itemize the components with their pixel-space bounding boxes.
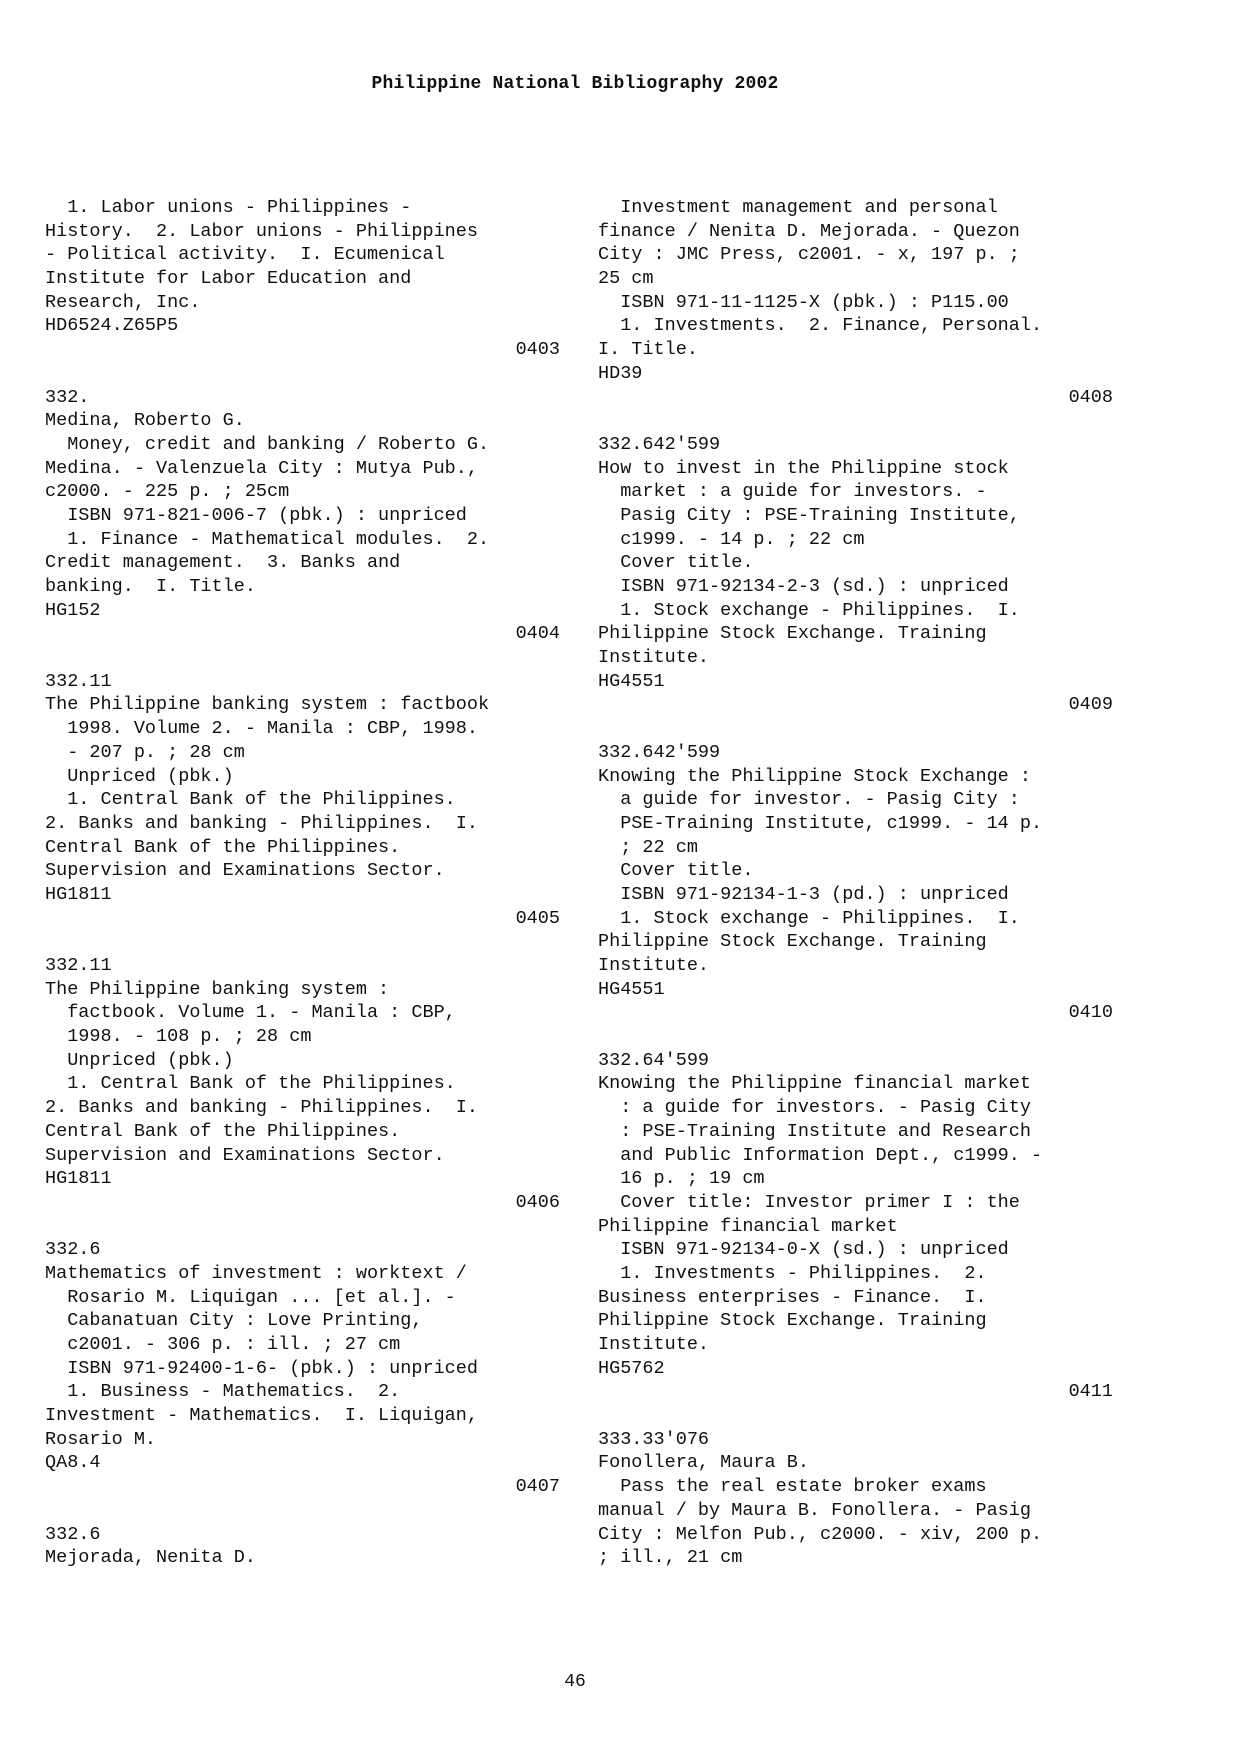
entry-line: HG1811 bbox=[45, 883, 112, 905]
entry-line: HG5762 bbox=[598, 1357, 665, 1379]
entry-line: I. Title. bbox=[598, 339, 698, 361]
entry-line: Knowing the Philippine financial market bbox=[598, 1073, 1031, 1095]
entry-line: - 207 p. ; 28 cm bbox=[45, 741, 245, 763]
entry-line: Money, credit and banking / Roberto G. bbox=[45, 433, 490, 455]
entry-line: HD6524.Z65P5 bbox=[45, 315, 179, 337]
entry-line: c2001. - 306 p. : ill. ; 27 cm bbox=[45, 1334, 401, 1355]
entry-line: Pass the real estate broker exams bbox=[598, 1476, 987, 1498]
entry-line: 332.11 bbox=[45, 670, 112, 692]
entry-line: Philippine Stock Exchange. Training bbox=[598, 623, 987, 645]
entry-line: Fonollera, Maura B. bbox=[598, 1452, 809, 1474]
entry-line: Mathematics of investment : worktext / bbox=[45, 1262, 467, 1284]
entry-line: banking. I. Title. bbox=[45, 576, 256, 597]
entry-line: Philippine Stock Exchange. Training bbox=[598, 931, 987, 953]
entry-line: Central Bank of the Philippines. bbox=[45, 1120, 401, 1142]
entry-spacer bbox=[45, 362, 560, 386]
entry-line: Business enterprises - Finance. I. bbox=[598, 1286, 987, 1308]
entry-line: Unpriced (pbk.) bbox=[45, 1049, 234, 1071]
bibliography-entry bbox=[598, 1049, 1113, 1428]
entry-line: QA8.4 bbox=[45, 1452, 101, 1474]
entry-line: 332.11 bbox=[45, 955, 112, 976]
bibliography-entry bbox=[598, 196, 1113, 433]
entry-line: Research, Inc. bbox=[45, 291, 201, 313]
entry-spacer bbox=[45, 1215, 560, 1239]
entry-spacer bbox=[598, 717, 1113, 741]
bibliography-entry bbox=[45, 196, 560, 386]
entry-line: Supervision and Examinations Sector. bbox=[45, 860, 445, 882]
entry-line: HG4551 bbox=[598, 978, 665, 1000]
entry-number: 0405 bbox=[515, 907, 560, 929]
entry-line: 1. Business - Mathematics. 2. bbox=[45, 1381, 401, 1403]
entry-line: finance / Nenita D. Mejorada. - Quezon bbox=[598, 220, 1020, 242]
entry-line: The Philippine banking system : factbook bbox=[45, 694, 490, 716]
page-title: Philippine National Bibliography 2002 bbox=[371, 74, 779, 94]
entry-number: 0409 bbox=[1068, 694, 1113, 716]
entry-line: Investment - Mathematics. I. Liquigan, bbox=[45, 1405, 478, 1427]
entry-line: ISBN 971-92134-1-3 (pd.) : unpriced bbox=[598, 883, 1009, 905]
entry-line: HG1811 bbox=[45, 1168, 112, 1190]
bibliography-entry bbox=[45, 954, 560, 1238]
entry-line: 1. Finance - Mathematical modules. 2. bbox=[45, 528, 490, 550]
entry-line: ; 22 cm bbox=[598, 836, 698, 858]
entry-line: ISBN 971-821-006-7 (pbk.) : unpriced bbox=[45, 504, 467, 526]
entry-number: 0406 bbox=[515, 1191, 560, 1213]
entry-line: 2. Banks and banking - Philippines. I. bbox=[45, 812, 478, 834]
entry-line: 332.6 bbox=[45, 1523, 101, 1545]
entry-line: HD39 bbox=[598, 362, 643, 384]
entry-line: Medina. - Valenzuela City : Mutya Pub., bbox=[45, 457, 478, 479]
entry-line: Supervision and Examinations Sector. bbox=[45, 1144, 445, 1166]
entry-spacer bbox=[598, 409, 1113, 433]
entry-line: Unpriced (pbk.) bbox=[45, 765, 234, 787]
entry-line: 332.642'599 bbox=[598, 433, 721, 455]
entry-line: PSE-Training Institute, c1999. - 14 p. bbox=[598, 812, 1043, 834]
entry-line: 1. Labor unions - Philippines - bbox=[45, 197, 412, 218]
bibliography-entry bbox=[598, 1428, 1113, 1570]
entry-line: History. 2. Labor unions - Philippines bbox=[45, 220, 478, 242]
entry-line: a guide for investor. - Pasig City : bbox=[598, 789, 1020, 811]
entry-line: 1998. - 108 p. ; 28 cm bbox=[45, 1026, 312, 1048]
entry-line: Mejorada, Nenita D. bbox=[45, 1547, 256, 1569]
entry-line: 1. Central Bank of the Philippines. bbox=[45, 789, 456, 811]
entry-number: 0407 bbox=[515, 1476, 560, 1498]
entry-number: 0404 bbox=[515, 623, 560, 645]
entry-line: The Philippine banking system : bbox=[45, 978, 390, 1000]
entry-line: Rosario M. Liquigan ... [et al.]. - bbox=[45, 1286, 456, 1308]
entry-number: 0408 bbox=[1068, 386, 1113, 408]
entry-line: c1999. - 14 p. ; 22 cm bbox=[598, 528, 865, 550]
entry-line: City : Melfon Pub., c2000. - xiv, 200 p. bbox=[598, 1523, 1043, 1545]
entry-line: ; ill., 21 cm bbox=[598, 1547, 743, 1569]
entry-line: 16 p. ; 19 cm bbox=[598, 1168, 765, 1190]
left-column bbox=[45, 196, 560, 1570]
entry-line: 25 cm bbox=[598, 268, 654, 290]
entry-line: ISBN 971-92400-1-6- (pbk.) : unpriced bbox=[45, 1357, 478, 1379]
entry-line: City : JMC Press, c2001. - x, 197 p. ; bbox=[598, 244, 1020, 266]
entry-spacer bbox=[45, 930, 560, 954]
bibliography-entry bbox=[45, 1238, 560, 1522]
entry-line: 332.642'599 bbox=[598, 741, 721, 763]
entry-spacer bbox=[598, 1025, 1113, 1049]
entry-number: 0410 bbox=[1068, 1002, 1113, 1024]
bibliography-entry bbox=[45, 386, 560, 670]
entry-line: Credit management. 3. Banks and bbox=[45, 552, 401, 574]
entry-line: Institute. bbox=[598, 955, 710, 976]
entry-number: 0403 bbox=[515, 339, 560, 361]
entry-line: Cover title. bbox=[598, 552, 754, 574]
entry-line: 2. Banks and banking - Philippines. I. bbox=[45, 1097, 478, 1119]
entry-line: HG4551 bbox=[598, 670, 665, 692]
entry-line: Philippine financial market bbox=[598, 1215, 898, 1237]
entry-spacer bbox=[45, 646, 560, 670]
entry-line: Cover title: Investor primer I : the bbox=[598, 1191, 1020, 1213]
entry-line: 332.64'599 bbox=[598, 1049, 710, 1071]
entry-line: ISBN 971-92134-2-3 (sd.) : unpriced bbox=[598, 576, 1009, 597]
entry-spacer bbox=[45, 1499, 560, 1523]
entry-line: : PSE-Training Institute and Research bbox=[598, 1120, 1031, 1142]
entry-line: c2000. - 225 p. ; 25cm bbox=[45, 481, 290, 503]
right-column bbox=[598, 196, 1113, 1570]
bibliography-entry bbox=[598, 433, 1113, 741]
entry-line: 1998. Volume 2. - Manila : CBP, 1998. bbox=[45, 718, 478, 740]
entry-line: 1. Investments - Philippines. 2. bbox=[598, 1262, 987, 1284]
entry-line: market : a guide for investors. - bbox=[598, 481, 987, 503]
entry-line: Pasig City : PSE-Training Institute, bbox=[598, 504, 1020, 526]
entry-line: Cover title. bbox=[598, 860, 754, 882]
entry-line: 1. Central Bank of the Philippines. bbox=[45, 1073, 456, 1095]
entry-number: 0411 bbox=[1068, 1381, 1113, 1403]
entry-line: - Political activity. I. Ecumenical bbox=[45, 244, 445, 266]
bibliography-entry bbox=[45, 1523, 560, 1570]
entry-line: Cabanatuan City : Love Printing, bbox=[45, 1310, 423, 1332]
entry-line: 1. Investments. 2. Finance, Personal. bbox=[598, 315, 1043, 337]
entry-line: manual / by Maura B. Fonollera. - Pasig bbox=[598, 1499, 1031, 1521]
bibliography-entry bbox=[598, 741, 1113, 1049]
bibliography-entry bbox=[45, 670, 560, 954]
entry-line: Central Bank of the Philippines. bbox=[45, 836, 401, 858]
entry-line: ISBN 971-11-1125-X (pbk.) : P115.00 bbox=[598, 291, 1009, 313]
entry-line: Institute for Labor Education and bbox=[45, 268, 412, 290]
entry-line: Rosario M. bbox=[45, 1428, 157, 1450]
entry-line: Philippine Stock Exchange. Training bbox=[598, 1310, 987, 1332]
entry-line: Knowing the Philippine Stock Exchange : bbox=[598, 765, 1031, 787]
entry-line: 332.6 bbox=[45, 1239, 101, 1261]
entry-line: ISBN 971-92134-0-X (sd.) : unpriced bbox=[598, 1239, 1009, 1261]
entry-line: 1. Stock exchange - Philippines. I. bbox=[598, 907, 1020, 929]
entry-line: Institute. bbox=[598, 647, 710, 669]
entry-line: : a guide for investors. - Pasig City bbox=[598, 1097, 1031, 1119]
entry-line: 333.33'076 bbox=[598, 1428, 710, 1450]
entry-line: factbook. Volume 1. - Manila : CBP, bbox=[45, 1002, 456, 1024]
page-number: 46 bbox=[564, 1672, 586, 1692]
entry-line: How to invest in the Philippine stock bbox=[598, 457, 1009, 479]
entry-line: HG152 bbox=[45, 599, 101, 621]
entry-line: Institute. bbox=[598, 1334, 710, 1355]
entry-line: Medina, Roberto G. bbox=[45, 410, 245, 432]
entry-line: and Public Information Dept., c1999. - bbox=[598, 1144, 1043, 1166]
entry-spacer bbox=[598, 1404, 1113, 1428]
entry-line: Investment management and personal bbox=[598, 197, 998, 218]
entry-line: 1. Stock exchange - Philippines. I. bbox=[598, 599, 1020, 621]
entry-line: 332. bbox=[45, 386, 90, 408]
